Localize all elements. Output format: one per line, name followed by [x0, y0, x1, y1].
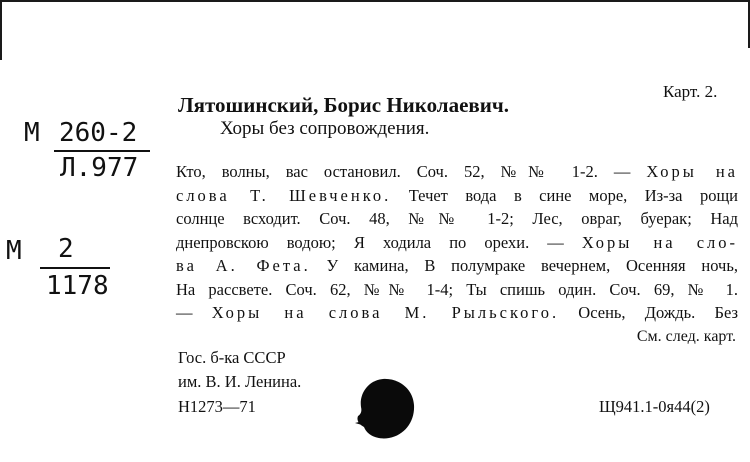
record-author: Лятошинский, Борис Николаевич. [178, 93, 509, 117]
see-next-card-note: См. след. карт. [636, 328, 736, 345]
contents-spaced-heading: Хоры на [646, 162, 738, 181]
contents-line [176, 160, 738, 184]
contents-text: днепровскою водою; Я ходила по орехи. — [176, 232, 582, 252]
library-name-line1: Гос. б-ка СССР [178, 348, 286, 367]
card-left-edge [0, 0, 2, 60]
contents-line [176, 301, 738, 325]
record-contents [176, 160, 738, 325]
contents-text: Кто, волны, вас остановил. Соч. 52, №№ 1-2. — [176, 162, 647, 181]
contents-spaced-heading: ва А. Фета. [176, 256, 311, 275]
shelfmark-first-prefix: М [24, 118, 40, 148]
contents-text: солнце всходит. Соч. 48, №№ 1-2; Лес, овраг, буерак; Над [176, 209, 738, 228]
contents-spaced-heading: Хоры на слова М. Рыльского. [211, 303, 560, 322]
card-number: Карт. 2. [663, 82, 718, 101]
library-name-line2: им. В. И. Ленина. [178, 372, 302, 391]
order-number: Н1273—71 [178, 397, 256, 416]
contents-text: — [176, 303, 212, 322]
record-title: Хоры без сопровождения. [220, 118, 430, 139]
shelfmark-second-numerator: 2 [58, 234, 74, 264]
contents-line [176, 278, 738, 302]
contents-line [176, 231, 738, 255]
shelfmark-second-denominator: 1178 [46, 271, 109, 301]
contents-text: Осень, Дождь. Без [559, 303, 738, 322]
classification-code: Щ941.1-0я44(2) [599, 397, 710, 416]
contents-line [176, 254, 738, 278]
contents-text: На рассвете. Соч. 62, №№ 1-4; Ты спишь один. Соч. 69, № 1. [176, 279, 738, 299]
contents-spaced-heading: слова Т. Шевченко. [176, 185, 392, 205]
card-top-edge [0, 0, 750, 2]
contents-text: Течет вода в сине море, Из-за рощи [391, 185, 738, 205]
shelfmark-second-divider [40, 267, 110, 269]
contents-line [176, 207, 738, 231]
shelfmark-second-prefix: М [6, 236, 22, 266]
shelfmark-first-denominator: Л.977 [60, 153, 139, 183]
ink-stamp-icon [353, 375, 417, 441]
contents-spaced-heading: Хоры на сло- [581, 232, 738, 252]
contents-text: У камина, В полумраке вечернем, Осенняя ночь, [310, 256, 738, 275]
shelfmark-first-divider [54, 150, 150, 152]
shelfmark-first-numerator: 260-2 [59, 118, 138, 148]
contents-line [176, 184, 738, 208]
